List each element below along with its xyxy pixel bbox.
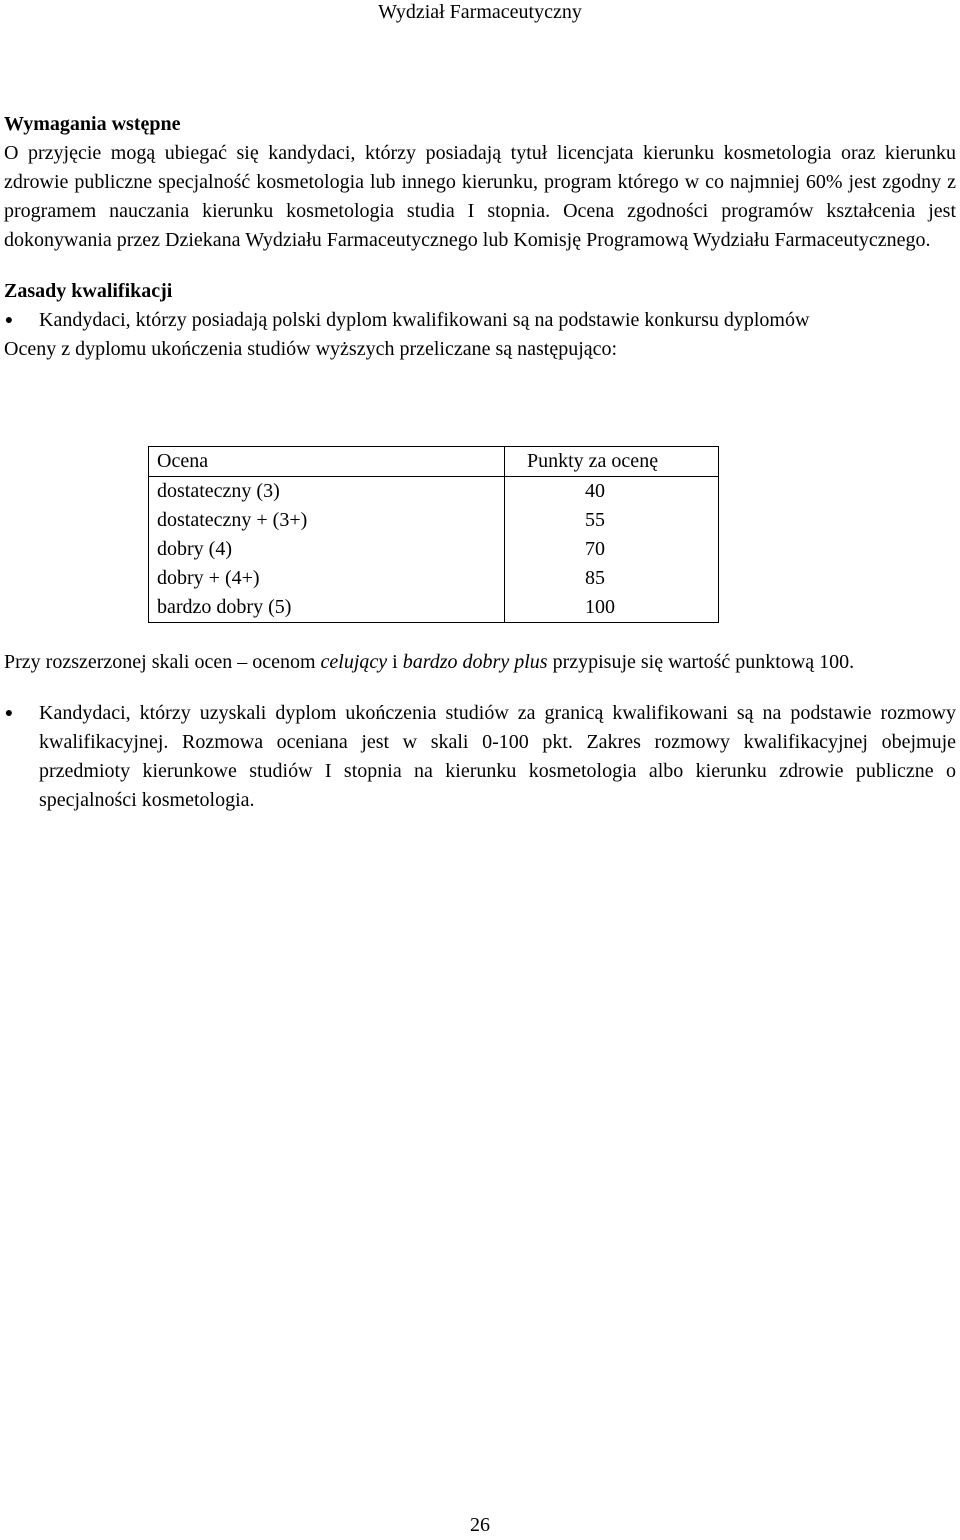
table-row	[149, 564, 719, 593]
main-content	[4, 110, 956, 364]
extended-scale-note	[4, 648, 956, 677]
extended-scale-italic-bardzo-dobry-plus: bardzo dobry plus	[402, 651, 548, 673]
table-row	[149, 593, 719, 623]
extended-scale-text: i	[387, 651, 403, 673]
column-header-points: Punkty za ocenę	[505, 447, 719, 477]
points-cell: 85	[505, 564, 719, 593]
grade-cell: dostateczny + (3+)	[149, 506, 505, 535]
conversion-intro: Oceny z dyplomu ukończenia studiów wyższych przeliczane są następująco:	[4, 338, 618, 360]
grade-cell: dostateczny (3)	[149, 477, 505, 507]
grade-cell: dobry (4)	[149, 535, 505, 564]
extended-scale-text: Przy rozszerzonej skali ocen – ocenom	[4, 651, 321, 673]
points-cell: 70	[505, 535, 719, 564]
bullet-text-foreign-diploma: Kandydaci, którzy uzyskali dyplom ukończenia studiów za granicą kwalifikowani są na podstawie rozmowy kwalifikacyjnej. Rozmowa oceniana jest w skali 0-100 pkt. Zakres rozmowy kwalifikacyjnej obejmuje przedmioty kierunkowe studiów I stopnia na kierunku kosmetologia albo kierunku zdrowie publiczne o specjalności kosmetologia.	[39, 702, 956, 811]
bullet-icon: ●	[4, 706, 14, 721]
bullet-text-polish-diploma: Kandydaci, którzy posiadają polski dyplom kwalifikowani są na podstawie konkursu dyplomów	[39, 309, 810, 331]
extended-scale-italic-celujacy: celujący	[320, 651, 388, 673]
qualification-list	[4, 306, 956, 335]
table-header-row	[149, 447, 719, 477]
table-row	[149, 477, 719, 507]
points-cell: 40	[505, 477, 719, 507]
page-header: Wydział Farmaceutyczny	[378, 1, 582, 23]
grade-points-table	[148, 446, 719, 623]
page-number: 26	[470, 1514, 490, 1536]
after-table-content	[4, 648, 956, 815]
extended-scale-text: przypisuje się wartość punktową 100.	[547, 651, 855, 673]
list-item	[4, 699, 956, 815]
qualification-list-foreign	[4, 699, 956, 815]
qualification-heading: Zasady kwalifikacji	[4, 280, 173, 302]
column-header-grade: Ocena	[149, 447, 505, 477]
grade-cell: bardzo dobry (5)	[149, 593, 505, 623]
grade-cell: dobry + (4+)	[149, 564, 505, 593]
table-row	[149, 506, 719, 535]
points-cell: 100	[505, 593, 719, 623]
requirements-text: O przyjęcie mogą ubiegać się kandydaci, którzy posiadają tytuł licencjata kierunku kosmetologia oraz kierunku zdrowie publiczne specjalność kosmetologia lub innego kierunku, program którego w co najmniej 60% jest zgodny z programem nauczania kierunku kosmetologia studia I stopnia. Ocena zgodności programów kształcenia jest dokonywania przez Dziekana Wydziału Farmaceutycznego lub Komisję Programową Wydziału Farmaceutycznego.	[4, 142, 956, 251]
points-cell: 55	[505, 506, 719, 535]
table-row	[149, 535, 719, 564]
requirements-heading: Wymagania wstępne	[4, 113, 181, 135]
list-item	[4, 306, 956, 335]
bullet-icon: ●	[4, 313, 14, 328]
